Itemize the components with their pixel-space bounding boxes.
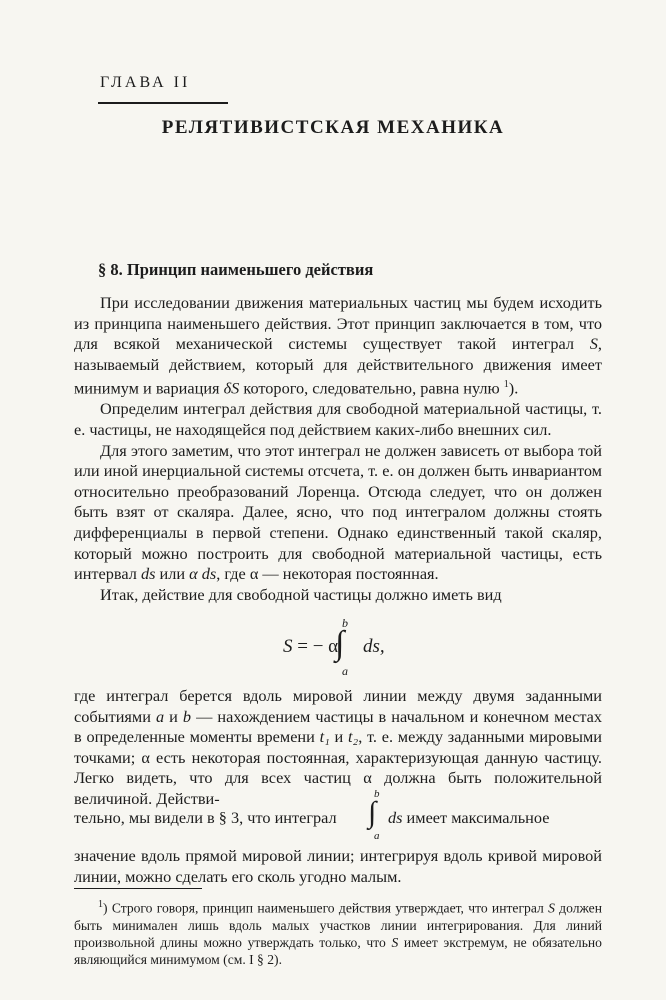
- footnote-mark: 1: [98, 899, 103, 910]
- integral-sign: ∫: [335, 625, 345, 662]
- paragraph-1-text-d: ).: [508, 378, 519, 398]
- text-block-intro: [74, 293, 602, 605]
- footnote: [74, 896, 602, 968]
- footnote-text-a: ) Строго говоря, принцип наименьшего действия утверждает, что интеграл: [103, 900, 549, 916]
- symbol-a: a: [155, 706, 165, 726]
- inline-integral-line: [74, 788, 602, 842]
- footnote-rule: [74, 888, 202, 889]
- footnote-ref[interactable]: 1: [503, 379, 509, 391]
- integral-lower-limit: a: [342, 664, 348, 678]
- paragraph-5-text-e: , т. е. между заданными мировыми точками; α есть некоторая постоянная, характеризующая данную частицу. Легко видеть, что для всех частиц α должна быть положительной величиной. Действи-: [74, 727, 603, 808]
- paragraph-4: Итак, действие для свободной частицы должно иметь вид: [100, 584, 502, 604]
- text-block-conclusion: [74, 846, 602, 887]
- inline-integral-lower: a: [374, 830, 380, 842]
- symbol-S: S: [589, 334, 598, 354]
- paragraph-6-text-tail: имеет максимальное: [402, 808, 550, 827]
- chapter-label: ГЛАВА II: [100, 74, 191, 91]
- paragraph-1-text-c: которого, следовательно, равна нулю: [239, 378, 500, 398]
- chapter-title: РЕЛЯТИВИСТСКАЯ МЕХАНИКА: [161, 117, 505, 138]
- footnote-text-b: должен быть минимален лишь вдоль малых участков линии интегрирования. Для линий произвольной длины можно утверждать только, что: [74, 900, 602, 950]
- inline-integral-upper: b: [374, 788, 380, 800]
- paragraph-2: Определим интеграл действия для свободной материальной частицы, т. е. частицы, не находящейся под действием каких-либо внешних сил.: [74, 399, 602, 439]
- integrand: ds,: [363, 636, 385, 657]
- symbol-t2: t₂: [348, 727, 359, 747]
- symbol-ds: ds: [140, 564, 156, 584]
- paragraph-3-text-a: Для этого заметим, что этот интеграл не должен зависеть от выбора той или иной инерциальной системы отсчета, т. е. он должен быть инвариантом относительно преобразований Лоренца. Отсюда следует, что он должен быть взят от скаляра. Далее, ясно, что под интегралом должны стоять дифференциалы в первой степени. Однако единственный такой скаляр, который можно построить для свободной материальной частицы, есть интервал: [74, 440, 602, 584]
- footnote-text: [74, 896, 602, 968]
- paragraph-3: [74, 441, 602, 585]
- paragraph-1: [74, 293, 602, 399]
- footnote-symbol-S2: S: [391, 934, 399, 950]
- formula-equals-alpha: = − α: [292, 636, 339, 657]
- inline-integrand: ds: [388, 808, 403, 827]
- paragraph-6-text-b: [388, 808, 549, 828]
- paragraph-7: значение вдоль прямой мировой линии; интегрируя вдоль кривой мировой линии, можно сделать его сколь угодно малым.: [74, 846, 602, 886]
- formula-symbol-S: S: [283, 636, 293, 657]
- action-formula: [283, 616, 423, 686]
- paragraph-5-text-c: — нахождением частицы в начальном и конечном местах в определенные моменты времени: [74, 706, 602, 747]
- symbol-delta-S: δS: [223, 378, 240, 398]
- paragraph-5-text-b: и: [164, 706, 183, 726]
- paragraph-5-text-a: где интеграл берется вдоль мировой линии между двумя заданными событиями: [74, 686, 602, 726]
- paragraph-1-text-a: При исследовании движения материальных частиц мы будем исходить из принципа наименьшего действия. Этот принцип заключается в том, что для всякой механической системы существует такой интеграл: [74, 293, 602, 354]
- footnote-text-c: имеет экстремум, не обязательно являющийся минимумом (см. I § 2).: [74, 934, 602, 968]
- formula-lhs: [283, 636, 338, 658]
- paragraph-3-text-b: или: [155, 564, 190, 584]
- footnote-symbol-S: S: [548, 900, 555, 916]
- symbol-b: b: [182, 706, 192, 726]
- inline-integral-sign: ∫: [368, 796, 377, 829]
- chapter-rule: [98, 102, 228, 104]
- symbol-alpha-ds: α ds: [189, 564, 217, 584]
- paragraph-3-text-c: , где α — некоторая постоянная.: [216, 564, 439, 584]
- integral-upper-limit: b: [342, 616, 348, 630]
- paragraph-6-text-a: тельно, мы видели в § 3, что интеграл: [74, 808, 337, 827]
- symbol-t1: t₁: [319, 727, 330, 747]
- paragraph-5-text-d: и: [329, 727, 349, 747]
- section-heading: § 8. Принцип наименьшего действия: [98, 260, 374, 279]
- paragraph-1-text-b: , называемый действием, который для действительного движения имеет минимум и вариация: [74, 334, 602, 398]
